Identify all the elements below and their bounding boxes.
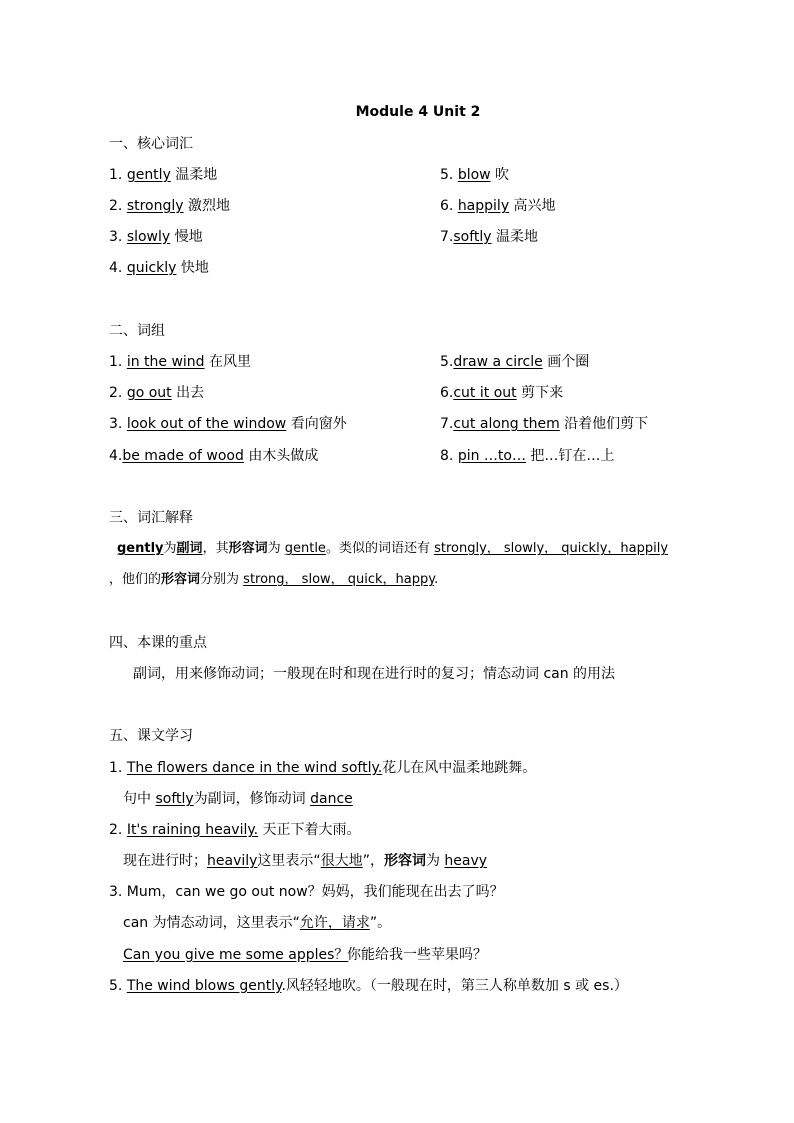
section-heading-explanation: 三、词汇解释 <box>109 510 193 526</box>
phrase-item: 4.be made of wood 由木头做成 <box>109 448 319 464</box>
explanation-line: ，他们的形容词分别为 strong， slow， quick，happy. <box>109 572 439 587</box>
text-study-line: Can you give me some apples？你能给我一些苹果吗？ <box>123 947 487 963</box>
text-study-line: 3. Mum，can we go out now？妈妈，我们能现在出去了吗？ <box>109 884 504 900</box>
text-study-line: 1. The flowers dance in the wind softly.花儿在风中温柔地跳舞。 <box>109 760 537 776</box>
text-study-line: 现在进行时；heavily这里表示“很大地”，形容词为 heavy <box>123 853 488 869</box>
phrase-item: 2. go out 出去 <box>109 385 205 401</box>
text-study-line: 5. The wind blows gently.风轻轻地吹。（一般现在时，第三人称单数加 s 或 es.） <box>109 978 628 994</box>
page-title: Module 4 Unit 2 <box>355 104 481 120</box>
section-heading-phrases: 二、词组 <box>109 323 165 339</box>
text-study-line: 2. It's raining heavily. 天正下着大雨。 <box>109 822 361 838</box>
phrase-item: 8. pin …to… 把…钉在…上 <box>440 448 615 464</box>
vocab-item: 1. gently 温柔地 <box>109 167 218 183</box>
phrase-item: 1. in the wind 在风里 <box>109 354 252 370</box>
vocab-item: 3. slowly 慢地 <box>109 229 203 245</box>
explanation-line: gently为副词，其形容词为 gentle。类似的词语还有 strongly， slowly， quickly，happily <box>117 541 669 556</box>
phrase-item: 7.cut along them 沿着他们剪下 <box>440 416 649 432</box>
vocab-item: 6. happily 高兴地 <box>440 198 556 214</box>
phrase-item: 3. look out of the window 看向窗外 <box>109 416 347 432</box>
section-heading-vocabulary: 一、核心词汇 <box>109 136 193 152</box>
vocab-item: 2. strongly 激烈地 <box>109 198 230 214</box>
phrase-item: 5.draw a circle 画个圈 <box>440 354 590 370</box>
vocab-item: 7.softly 温柔地 <box>440 229 539 245</box>
text-study-line: 句中 softly为副词，修饰动词 dance <box>123 791 353 807</box>
section-heading-key-points: 四、本课的重点 <box>109 635 207 651</box>
section-heading-text-study: 五、课文学习 <box>109 728 193 744</box>
text-study-line: can 为情态动词，这里表示“允许，请求”。 <box>123 915 392 931</box>
key-points-text: 副词，用来修饰动词；一般现在时和现在进行时的复习；情态动词 can 的用法 <box>133 666 616 682</box>
phrase-item: 6.cut it out 剪下来 <box>440 385 564 401</box>
vocab-item: 4. quickly 快地 <box>109 260 209 276</box>
vocab-item: 5. blow 吹 <box>440 167 510 183</box>
